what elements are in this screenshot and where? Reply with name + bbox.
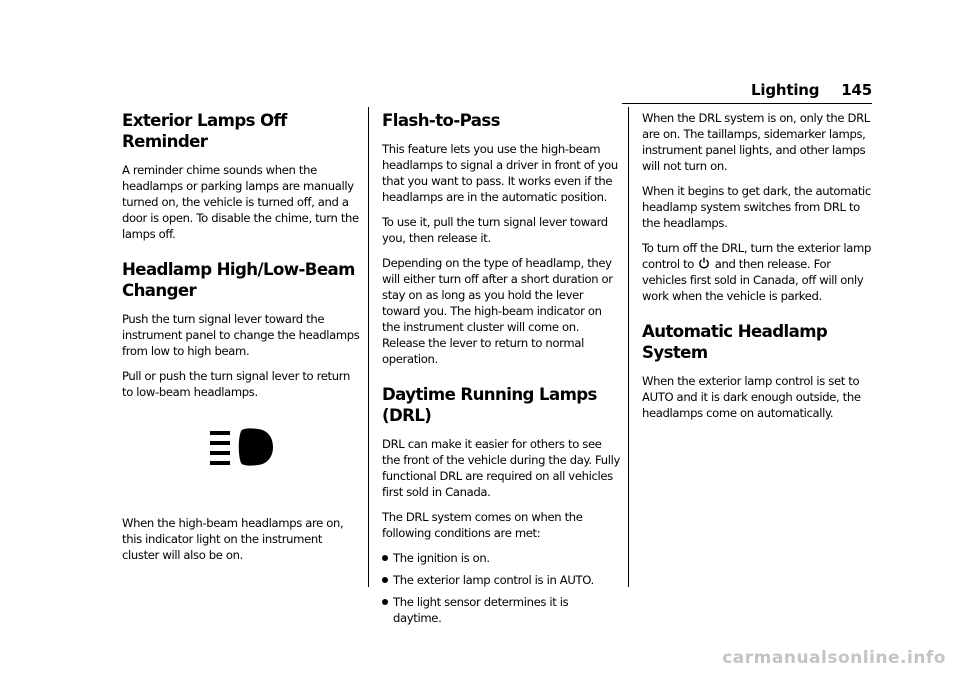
page-number: 145: [841, 81, 872, 99]
heading-flash-to-pass: Flash-to-Pass: [382, 111, 500, 130]
list-item: The light sensor determines it is daytime.: [382, 594, 620, 626]
list-item: The ignition is on.: [382, 550, 620, 566]
paragraph: This feature lets you use the high-beam headlamps to signal a driver in front of you that you want to pass. It works even if the headlamps are in the automatic position.: [382, 142, 618, 204]
icon-figure: [122, 427, 360, 491]
paragraph: A reminder chime sounds when the headlamps or parking lamps are manually turned on, the vehicle is turned off, and a door is open. To disable the chime, turn the lamps off.: [122, 163, 359, 241]
column-3: [642, 110, 874, 430]
paragraph: When the high-beam headlamps are on, this indicator light on the instrument cluster will also be on.: [122, 516, 344, 562]
paragraph: The DRL system comes on when the following conditions are met:: [382, 510, 583, 540]
section-title: Lighting: [751, 81, 820, 99]
paragraph: When it begins to get dark, the automatic headlamp system switches from DRL to the headlamps.: [642, 184, 871, 230]
paragraph: Depending on the type of headlamp, they will either turn off after a short duration or stay on as long as you hold the lever toward you. The high-beam indicator on the instrument cluster will come on. Release the lever to return to normal operation.: [382, 256, 613, 366]
paragraph: When the DRL system is on, only the DRL are on. The taillamps, sidemarker lamps, instrument panel lights, and other lamps will not turn on.: [642, 111, 870, 173]
column-2: [382, 110, 620, 632]
watermark: carmanualsonline.info: [722, 648, 946, 668]
page-header: [751, 81, 872, 99]
paragraph: When the exterior lamp control is set to AUTO and it is dark enough outside, the headlamps come on automatically.: [642, 374, 861, 420]
heading-automatic-headlamp-system: Automatic Headlamp System: [642, 322, 828, 362]
paragraph: DRL can make it easier for others to see the front of the vehicle during the day. Fully functional DRL are required on all vehicles first sold in Canada.: [382, 437, 620, 499]
column-1: [122, 110, 360, 572]
power-off-icon: [698, 257, 710, 269]
heading-daytime-running-lamps: Daytime Running Lamps (DRL): [382, 385, 597, 425]
heading-high-low-beam-changer: Headlamp High/Low-Beam Changer: [122, 260, 355, 300]
high-beam-indicator-icon: [210, 427, 276, 467]
paragraph-text: and then release. For vehicles first sold in Canada, off will only work when the vehicle is parked.: [642, 257, 864, 303]
column-divider: [628, 107, 629, 587]
paragraph-text: To turn off the DRL, turn the exterior lamp control to: [642, 241, 871, 271]
paragraph: To use it, pull the turn signal lever toward you, then release it.: [382, 215, 608, 245]
column-divider: [368, 107, 369, 587]
paragraph: Pull or push the turn signal lever to return to low-beam headlamps.: [122, 369, 350, 399]
header-rule: [622, 103, 872, 104]
list-item: The exterior lamp control is in AUTO.: [382, 572, 620, 588]
heading-exterior-lamps-off-reminder: Exterior Lamps Off Reminder: [122, 111, 287, 151]
condition-list: [382, 550, 620, 626]
paragraph: Push the turn signal lever toward the instrument panel to change the headlamps from low to high beam.: [122, 312, 360, 358]
paragraph: [642, 240, 874, 304]
